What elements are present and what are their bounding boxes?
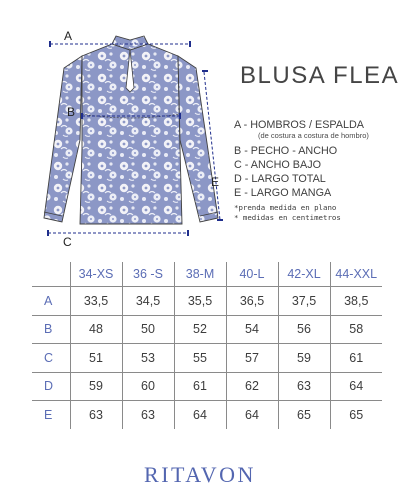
size-header: 38-M <box>174 262 226 287</box>
table-cell: 60 <box>122 372 174 401</box>
legend-item-d: D - LARGO TOTAL <box>234 173 326 185</box>
table-cell: 58 <box>330 315 382 344</box>
legend-item-a: A - HOMBROS / ESPALDA <box>234 119 364 131</box>
brand-logo: RITAVON <box>144 462 256 487</box>
table-cell: 64 <box>226 401 278 429</box>
blouse-left-sleeve <box>44 56 82 222</box>
note-flat-measure: *prenda medida en plano <box>234 203 337 212</box>
size-chart-table <box>32 262 382 429</box>
table-cell: 52 <box>174 315 226 344</box>
table-row <box>32 401 382 429</box>
table-cell: 50 <box>122 315 174 344</box>
legend-item-a-note: (de costura a costura de hombro) <box>258 131 369 140</box>
table-cell: 64 <box>174 401 226 429</box>
note-units: * medidas en centimetros <box>234 213 341 222</box>
table-cell: 36,5 <box>226 287 278 316</box>
table-cell: 63 <box>122 401 174 429</box>
label-c: C <box>63 235 72 248</box>
row-label: B <box>32 315 70 344</box>
size-header: 44-XXL <box>330 262 382 287</box>
table-cell: 59 <box>278 344 330 373</box>
table-cell: 51 <box>70 344 122 373</box>
table-cell: 65 <box>330 401 382 429</box>
table-cell: 59 <box>70 372 122 401</box>
legend-item-c: C - ANCHO BAJO <box>234 159 321 171</box>
table-cell: 55 <box>174 344 226 373</box>
table-cell: 62 <box>226 372 278 401</box>
label-b: B <box>67 105 76 119</box>
size-header: 34-XS <box>70 262 122 287</box>
table-cell: 48 <box>70 315 122 344</box>
row-label: D <box>32 372 70 401</box>
measurement-legend <box>234 118 396 223</box>
table-cell: 37,5 <box>278 287 330 316</box>
table-row <box>32 315 382 344</box>
table-cell: 63 <box>278 372 330 401</box>
table-row <box>32 287 382 316</box>
table-cell: 57 <box>226 344 278 373</box>
label-a: A <box>64 29 73 43</box>
table-row <box>32 344 382 373</box>
table-corner <box>32 262 70 287</box>
table-cell: 61 <box>174 372 226 401</box>
table-cell: 64 <box>330 372 382 401</box>
size-header: 36 -S <box>122 262 174 287</box>
table-cell: 65 <box>278 401 330 429</box>
blouse-illustration <box>30 28 230 248</box>
table-cell: 34,5 <box>122 287 174 316</box>
table-cell: 33,5 <box>70 287 122 316</box>
product-title: BLUSA FLEA <box>240 62 400 89</box>
table-cell: 63 <box>70 401 122 429</box>
size-header-row <box>32 262 382 287</box>
table-cell: 53 <box>122 344 174 373</box>
size-header: 40-L <box>226 262 278 287</box>
table-cell: 35,5 <box>174 287 226 316</box>
legend-item-e: E - LARGO MANGA <box>234 187 332 199</box>
legend-item-b: B - PECHO - ANCHO <box>234 145 338 157</box>
table-cell: 38,5 <box>330 287 382 316</box>
row-label: E <box>44 407 53 422</box>
row-label: A <box>32 287 70 316</box>
table-cell: 61 <box>330 344 382 373</box>
table-cell: 54 <box>226 315 278 344</box>
table-cell: 56 <box>278 315 330 344</box>
row-label: C <box>32 344 70 373</box>
blouse-right-sleeve <box>178 56 218 222</box>
size-header: 42-XL <box>278 262 330 287</box>
table-row <box>32 372 382 401</box>
label-e: E <box>211 175 220 189</box>
